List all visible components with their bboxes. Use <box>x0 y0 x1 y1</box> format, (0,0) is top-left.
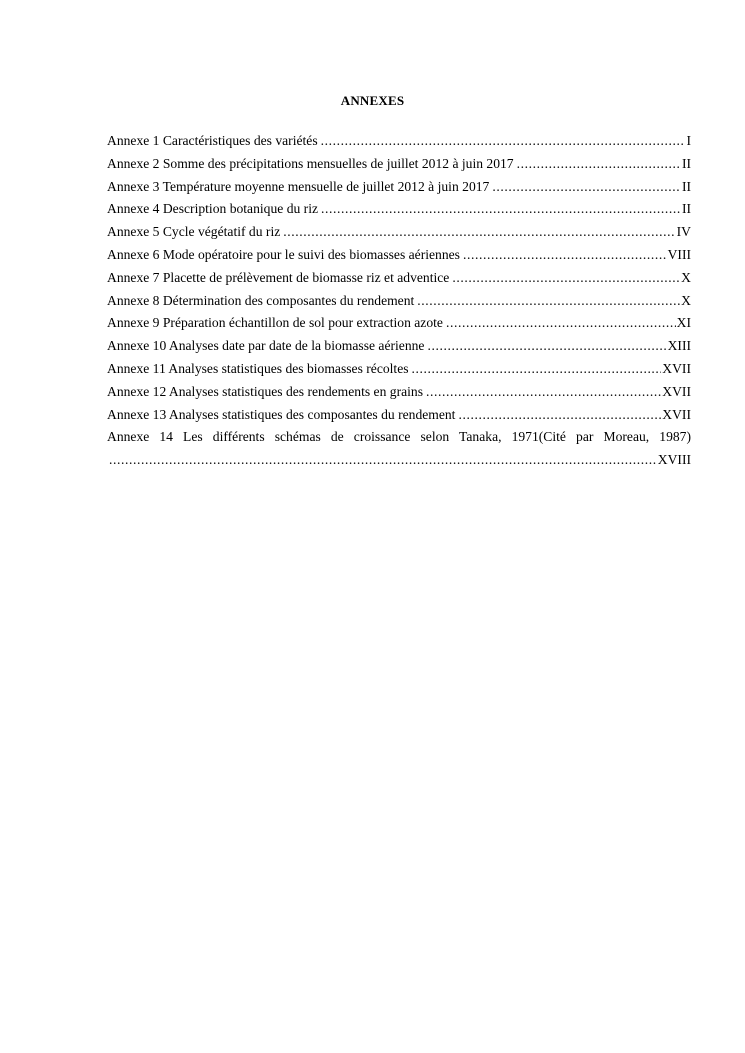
toc-entry-page: XI <box>676 315 691 331</box>
toc-entry-label: Annexe 7 Placette de prélèvement de biomasse riz et adventice <box>107 269 450 285</box>
toc-entry-label: Annexe 14 Les différents schémas de croissance selon Tanaka, 1971(Cité par Moreau, 1987) <box>107 429 691 445</box>
toc-leader-dots <box>283 221 675 244</box>
toc-entry-annexe-7[interactable] <box>107 267 691 290</box>
toc-leader-dots <box>517 153 681 176</box>
toc-entry-page: I <box>686 133 691 148</box>
toc-entry-annexe-12[interactable] <box>107 381 691 404</box>
toc-entry-annexe-13[interactable] <box>107 404 691 427</box>
toc-entry-label: Annexe 3 Température moyenne mensuelle de juillet 2012 à juin 2017 <box>107 178 490 194</box>
toc-entry-annexe-14[interactable] <box>107 426 691 472</box>
toc-entry-page: X <box>681 292 691 308</box>
page-title: ANNEXES <box>340 93 405 108</box>
toc-entry-label: Annexe 1 Caractéristiques des variétés <box>107 133 318 148</box>
toc-leader-dots <box>427 335 666 358</box>
toc-entry-label: Annexe 8 Détermination des composantes du rendement <box>107 292 415 308</box>
toc-entry-page: II <box>681 155 691 171</box>
toc-entry-label: Annexe 6 Mode opératoire pour le suivi des biomasses aériennes <box>107 246 460 262</box>
toc-entry-label: Annexe 5 Cycle végétatif du riz <box>107 224 281 240</box>
toc-entry-annexe-6[interactable] <box>107 244 691 267</box>
toc-leader-dots <box>426 381 661 404</box>
toc-leader-dots <box>109 449 657 472</box>
toc-entry-annexe-4[interactable] <box>107 198 691 221</box>
toc-leader-dots <box>321 198 681 221</box>
toc-entry-label: Annexe 12 Analyses statistiques des rendements en grains <box>107 383 423 399</box>
toc-leader-dots <box>452 267 680 290</box>
toc-entry-page: VIII <box>667 246 691 262</box>
toc-entry-page: XVII <box>662 383 691 399</box>
toc-entry-label: Annexe 4 Description botanique du riz <box>107 201 319 217</box>
toc-entry-annexe-8[interactable] <box>107 290 691 313</box>
toc-entry-label: Annexe 11 Analyses statistiques des biomasses récoltes <box>107 360 409 376</box>
toc-entry-page: XVII <box>662 360 691 376</box>
toc-entry-label: Annexe 13 Analyses statistiques des composantes du rendement <box>107 406 456 422</box>
toc-leader-dots <box>463 244 667 267</box>
toc-entry-annexe-2[interactable] <box>107 153 691 176</box>
toc-entry-annexe-10[interactable] <box>107 335 691 358</box>
toc-entry-annexe-11[interactable] <box>107 358 691 381</box>
toc-leader-dots <box>492 176 681 199</box>
toc-entry-page: II <box>681 178 691 194</box>
toc-entry-continuation <box>107 449 691 472</box>
toc-entry-annexe-1[interactable] <box>107 130 691 153</box>
toc-entry-page: XIII <box>667 338 691 354</box>
toc-entry-page: XVIII <box>657 452 691 468</box>
toc-leader-dots <box>446 312 676 335</box>
toc-leader-dots <box>321 130 686 153</box>
toc-leader-dots <box>412 358 662 381</box>
toc-entry-annexe-5[interactable] <box>107 221 691 244</box>
toc-leader-dots <box>417 290 680 313</box>
toc-entry-page: X <box>681 269 691 285</box>
toc-entry-annexe-3[interactable] <box>107 176 691 199</box>
toc-entry-page: II <box>681 201 691 217</box>
toc-entry-annexe-9[interactable] <box>107 312 691 335</box>
toc-entry-label: Annexe 10 Analyses date par date de la biomasse aérienne <box>107 338 425 354</box>
toc-entry-page: IV <box>676 224 691 240</box>
toc-leader-dots <box>458 404 661 427</box>
toc-entry-label: Annexe 9 Préparation échantillon de sol pour extraction azote <box>107 315 443 331</box>
toc-entry-label: Annexe 2 Somme des précipitations mensuelles de juillet 2012 à juin 2017 <box>107 155 514 171</box>
table-of-contents <box>107 130 691 472</box>
toc-entry-page: XVII <box>662 406 691 422</box>
